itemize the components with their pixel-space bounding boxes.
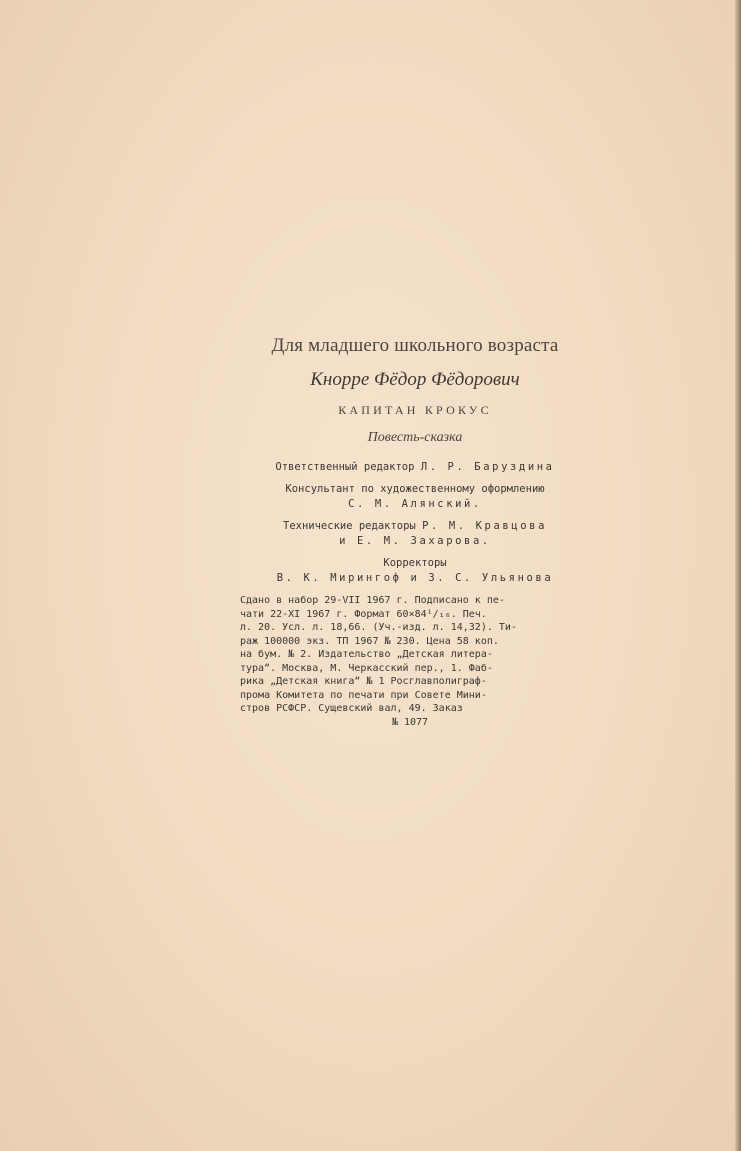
imprint-line: чати 22-XI 1967 г. Формат 60×84¹/₁₆. Печ. [240,608,487,620]
proofreaders-names: В. К. Мирингоф и З. С. Ульянова [276,572,554,584]
imprint-line: Сдано в набор 29-VII 1967 г. Подписано к пе- [240,595,505,606]
audience-line: Для младшего школьного возраста [271,335,559,356]
imprint-line: прома Комитета по печати при Совете Мини- [240,689,487,701]
author-name: Кнорре Фёдор Фёдорович [310,369,520,390]
imprint-block [240,594,580,729]
imprint-line: раж 100000 экз. ТП 1967 № 230. Цена 58 коп. [240,635,499,647]
tech-editor-1: Р. М. Кравцова [422,520,547,532]
imprint-line: на бум. № 2. Издательство „Детская литера- [240,649,493,660]
consultant-label: Консультант по художественному оформлению [285,483,545,495]
colophon [240,335,590,729]
editor-label: Ответственный редактор [275,461,415,473]
order-number: № 1077 [391,716,429,728]
imprint-line: рика „Детская книга“ № 1 Росглавполиграф- [240,676,487,687]
tech-editor-2: и Е. М. Захарова. [339,535,491,547]
imprint-line: тура“. Москва, М. Черкасский пер., 1. Фаб- [240,662,493,674]
book-genre: Повесть-сказка [367,430,463,445]
editor-name: Л. Р. Баруздина [420,461,555,473]
tech-editors-label: Технические редакторы [283,520,416,532]
book-title: КАПИТАН КРОКУС [338,403,492,417]
proofreaders-label: Корректоры [383,557,447,569]
editor-line [240,460,590,475]
imprint-line: л. 20. Усл. л. 18,66. (Уч.-изд. л. 14,32). Ти- [240,622,517,633]
page-edge [735,0,741,1151]
tech-editors-line [240,519,590,534]
consultant-name: С. М. Алянский. [348,498,482,510]
imprint-line: стров РСФСР. Сущевский вал, 49. Заказ [240,703,463,714]
